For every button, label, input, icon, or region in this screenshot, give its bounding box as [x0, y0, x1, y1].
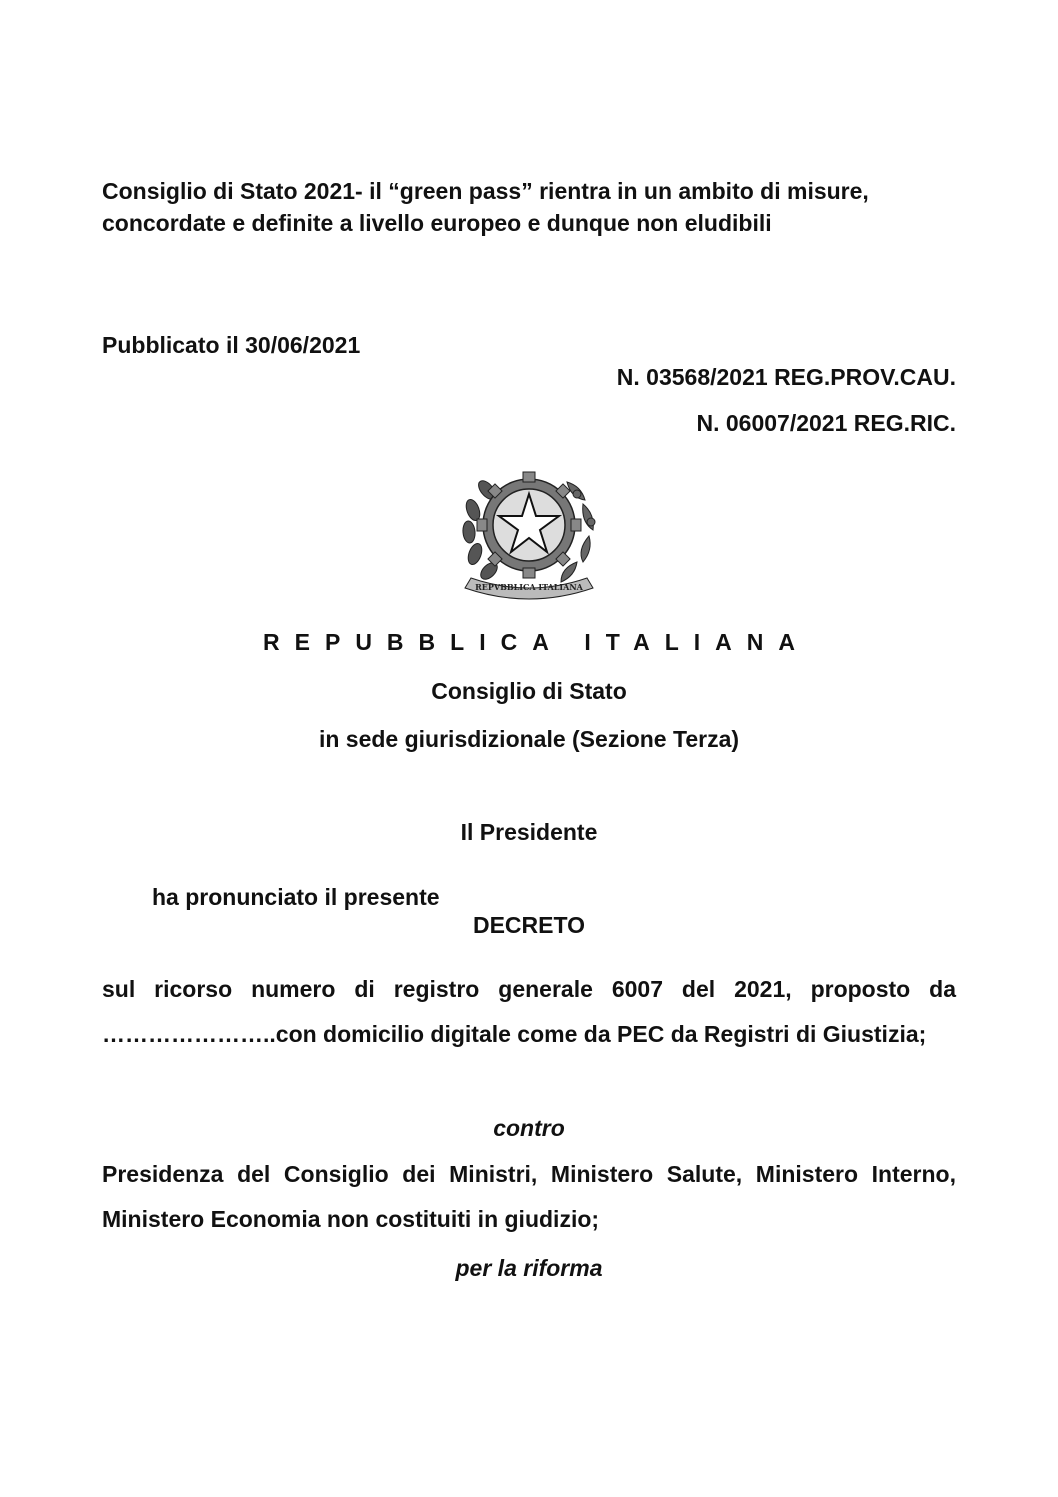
decree-heading: DECRETO — [472, 912, 586, 938]
document-title: Consiglio di Stato 2021- il “green pass” rientra in un ambito di misure, concordate e definite a livello europeo e dunque non eludibili — [102, 178, 869, 236]
president-heading: Il Presidente — [460, 819, 598, 845]
svg-text:REPVBBLICA ITALIANA: REPVBBLICA ITALIANA — [475, 582, 583, 592]
reform-heading: per la riforma — [455, 1255, 603, 1281]
appeal-paragraph: sul ricorso numero di registro generale 6007 del 2021, proposto da …………………..con domicilio digitale come da PEC da Registri di Giustizia; — [102, 976, 956, 1047]
respondents-paragraph: Presidenza del Consiglio dei Ministri, Ministero Salute, Ministero Interno, Ministero Economia non costituiti in giudizio; — [102, 1161, 956, 1232]
reg-ric-number: N. 06007/2021 REG.RIC. — [696, 410, 956, 436]
court-section: in sede giurisdizionale (Sezione Terza) — [318, 726, 740, 752]
court-name: Consiglio di Stato — [431, 678, 627, 704]
italian-republic-emblem-icon — [455, 450, 603, 600]
republic-heading: REPUBBLICA ITALIANA — [263, 629, 810, 655]
pronounced-line: ha pronunciato il presente — [152, 884, 440, 910]
against-heading: contro — [493, 1115, 565, 1141]
publication-date: Pubblicato il 30/06/2021 — [102, 332, 361, 358]
reg-prov-number: N. 03568/2021 REG.PROV.CAU. — [616, 364, 956, 390]
